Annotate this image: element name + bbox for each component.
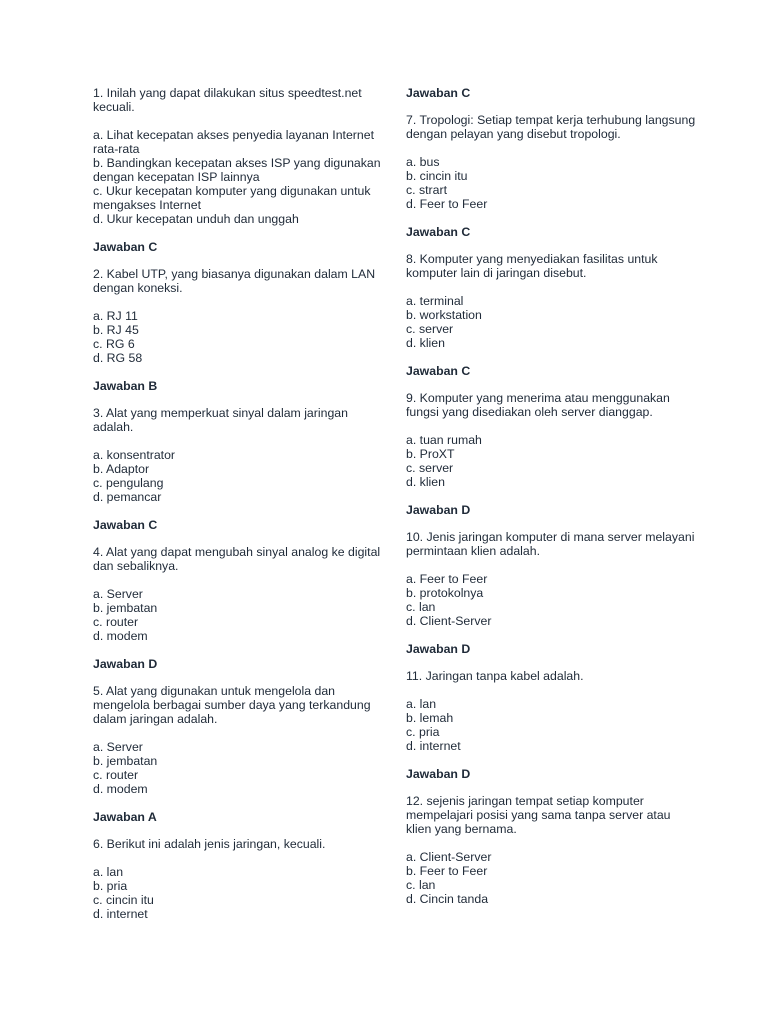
option-a: a. lan xyxy=(406,697,437,711)
option-c: c. router xyxy=(93,768,139,782)
question-text: 2. Kabel UTP, yang biasanya digunakan dalam LAN dengan koneksi. xyxy=(93,267,376,295)
question-text: 8. Komputer yang menyediakan fasilitas untuk komputer lain di jaringan disebut. xyxy=(406,252,658,280)
option-c: c. pengulang xyxy=(93,476,164,490)
options-list xyxy=(406,433,696,489)
option-b: b. pria xyxy=(93,879,128,893)
option-b: b. Feer to Feer xyxy=(406,864,488,878)
options-list xyxy=(406,850,696,906)
answer-label: Jawaban D xyxy=(93,657,158,671)
right-column xyxy=(406,86,696,919)
question-block-3 xyxy=(93,406,383,532)
option-d: d. Feer to Feer xyxy=(406,197,488,211)
option-a: a. Client-Server xyxy=(406,850,492,864)
question-block-1 xyxy=(93,86,383,254)
option-a: a. RJ 11 xyxy=(93,309,138,323)
option-d: d. modem xyxy=(93,782,148,796)
options-list xyxy=(93,865,383,921)
option-d: d. pemancar xyxy=(93,490,162,504)
question-text: 5. Alat yang digunakan untuk mengelola dan mengelola berbagai sumber daya yang terkandung dalam jaringan adalah. xyxy=(93,684,371,726)
option-b: b. ProXT xyxy=(406,447,455,461)
option-b: b. cincin itu xyxy=(406,169,468,183)
option-a: a. Server xyxy=(93,740,143,754)
options-list xyxy=(93,448,383,504)
option-c: c. lan xyxy=(406,600,436,614)
question-block-12 xyxy=(406,794,696,906)
question-text: 4. Alat yang dapat mengubah sinyal analog ke digital dan sebaliknya. xyxy=(93,545,381,573)
question-text: 11. Jaringan tanpa kabel adalah. xyxy=(406,669,584,683)
option-b: b. protokolnya xyxy=(406,586,484,600)
option-a: a. terminal xyxy=(406,294,464,308)
option-c: c. server xyxy=(406,322,454,336)
question-block-10 xyxy=(406,530,696,656)
option-b: b. jembatan xyxy=(93,601,158,615)
question-block-5 xyxy=(93,684,383,824)
answer-label: Jawaban C xyxy=(406,225,471,239)
answer-label: Jawaban D xyxy=(406,642,471,656)
option-c: c. RG 6 xyxy=(93,337,135,351)
answer-label: Jawaban C xyxy=(406,86,471,100)
answer-label: Jawaban D xyxy=(406,767,471,781)
answer-label: Jawaban A xyxy=(93,810,157,824)
options-list xyxy=(406,294,696,350)
options-list xyxy=(406,697,696,753)
options-list xyxy=(406,572,696,628)
option-b: b. RJ 45 xyxy=(93,323,139,337)
question-block-6 xyxy=(93,837,383,921)
option-b: b. Adaptor xyxy=(93,462,150,476)
option-a: a. Lihat kecepatan akses penyedia layanan Internet rata-rata xyxy=(93,128,374,156)
option-d: d. klien xyxy=(406,336,445,350)
question-text: 12. sejenis jaringan tempat setiap komputer mempelajari posisi yang sama tanpa server atau klien yang bernama. xyxy=(406,794,671,836)
options-list xyxy=(93,740,383,796)
option-c: c. router xyxy=(93,615,139,629)
question-text: 7. Tropologi: Setiap tempat kerja terhubung langsung dengan pelayan yang disebut tropologi. xyxy=(406,113,696,141)
options-list xyxy=(93,128,383,226)
option-c: c. lan xyxy=(406,878,436,892)
option-c: c. server xyxy=(406,461,454,475)
option-a: a. Server xyxy=(93,587,143,601)
answer-label: Jawaban B xyxy=(93,379,158,393)
option-d: d. internet xyxy=(406,739,461,753)
option-d: d. RG 58 xyxy=(93,351,143,365)
question-text: 6. Berikut ini adalah jenis jaringan, kecuali. xyxy=(93,837,326,851)
question-text: 3. Alat yang memperkuat sinyal dalam jaringan adalah. xyxy=(93,406,348,434)
option-d: d. internet xyxy=(93,907,148,921)
answer-block-carryover xyxy=(406,86,696,100)
option-b: b. lemah xyxy=(406,711,454,725)
left-column xyxy=(93,86,383,934)
question-text: 10. Jenis jaringan komputer di mana server melayani permintaan klien adalah. xyxy=(406,530,695,558)
option-d: d. Client-Server xyxy=(406,614,492,628)
question-block-9 xyxy=(406,391,696,517)
option-d: d. modem xyxy=(93,629,148,643)
option-b: b. workstation xyxy=(406,308,482,322)
option-a: a. bus xyxy=(406,155,440,169)
question-block-8 xyxy=(406,252,696,378)
option-b: b. Bandingkan kecepatan akses ISP yang digunakan dengan kecepatan ISP lainnya xyxy=(93,156,381,184)
option-a: a. tuan rumah xyxy=(406,433,482,447)
question-block-2 xyxy=(93,267,383,393)
options-list xyxy=(406,155,696,211)
options-list xyxy=(93,309,383,365)
option-d: d. Ukur kecepatan unduh dan unggah xyxy=(93,212,299,226)
question-block-4 xyxy=(93,545,383,671)
options-list xyxy=(93,587,383,643)
answer-label: Jawaban C xyxy=(93,240,158,254)
question-block-7 xyxy=(406,113,696,239)
answer-label: Jawaban C xyxy=(93,518,158,532)
option-a: a. Feer to Feer xyxy=(406,572,488,586)
option-d: d. Cincin tanda xyxy=(406,892,489,906)
answer-label: Jawaban D xyxy=(406,503,471,517)
option-c: c. pria xyxy=(406,725,440,739)
option-c: c. Ukur kecepatan komputer yang digunakan untuk mengakses Internet xyxy=(93,184,371,212)
question-text: 9. Komputer yang menerima atau menggunakan fungsi yang disediakan oleh server dianggap. xyxy=(406,391,670,419)
option-a: a. konsentrator xyxy=(93,448,176,462)
option-c: c. strart xyxy=(406,183,447,197)
option-a: a. lan xyxy=(93,865,124,879)
option-b: b. jembatan xyxy=(93,754,158,768)
answer-label: Jawaban C xyxy=(406,364,471,378)
question-text: 1. Inilah yang dapat dilakukan situs speedtest.net kecuali. xyxy=(93,86,362,114)
option-d: d. klien xyxy=(406,475,445,489)
question-block-11 xyxy=(406,669,696,781)
option-c: c. cincin itu xyxy=(93,893,154,907)
